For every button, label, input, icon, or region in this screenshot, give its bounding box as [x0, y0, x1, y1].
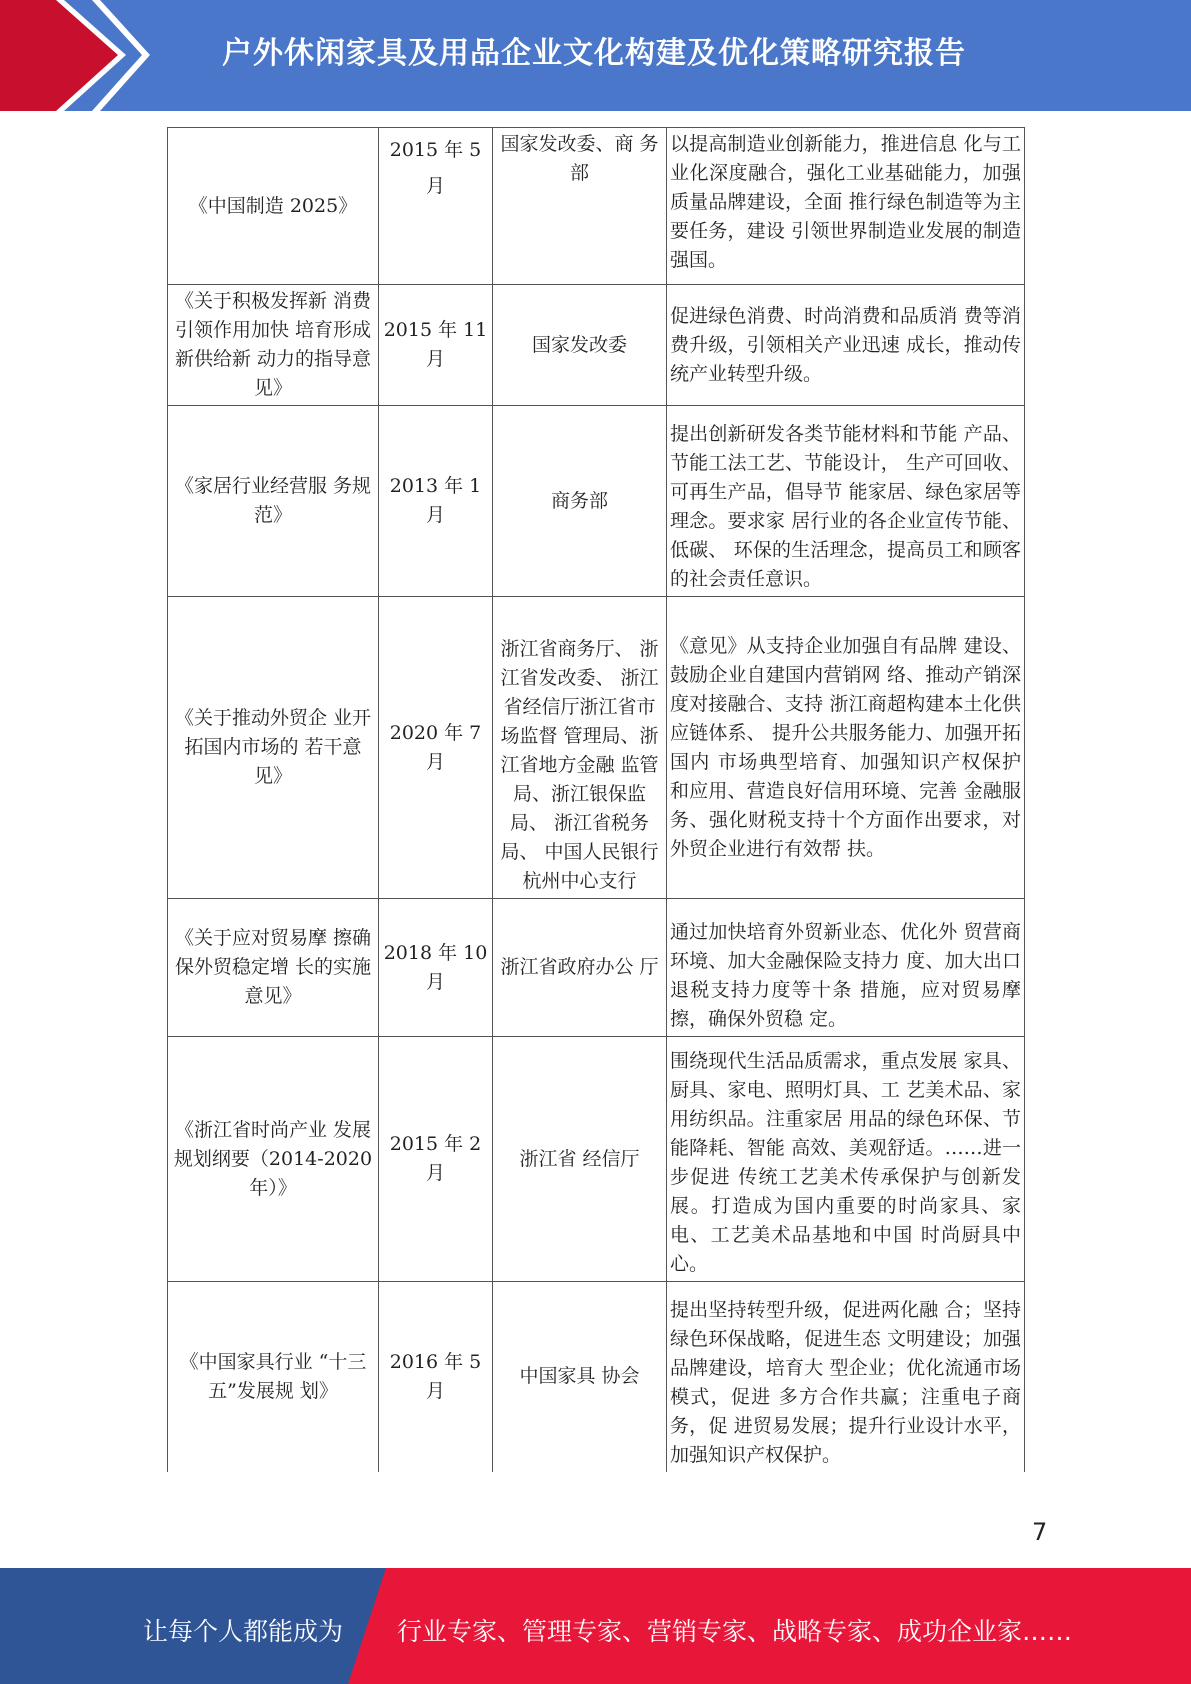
policy-content: 提出创新研发各类节能材料和节能 产品、节能工法工艺、节能设计， 生产可回收、可再生产品，倡导节 能家居、绿色家居等理念。要求家 居行业的各企业宣传节能、低碳、 环保的生活理念，提高员工和顾客 的社会责任意识。 [667, 406, 1025, 597]
page-footer [0, 1568, 1191, 1684]
header-arrow-icon [0, 0, 160, 111]
policy-issuer: 浙江省政府办公 厅 [493, 899, 667, 1037]
policy-date: 2015 年 5 月 [379, 128, 493, 285]
page-header [0, 0, 1191, 111]
policy-content: 提出坚持转型升级，促进两化融 合；坚持绿色环保战略，促进生态 文明建设；加强品牌建设，培育大 型企业；优化流通市场模式，促进 多方合作共赢；注重电子商务，促 进贸易发展；提升行业设计水平， 加强知识产权保护。 [667, 1282, 1025, 1472]
footer-right-text: 行业专家、管理专家、营销专家、战略专家、成功企业家…… [397, 1617, 1073, 1646]
policy-content: 《意见》从支持企业加强自有品牌 建设、鼓励企业自建国内营销网 络、推动产销深度对接融合、支持 浙江商超构建本土化供应链体系、 提升公共服务能力、加强开拓国内 市场典型培育、加强知识产权保护 和应用、营造良好信用环境、完善 金融服务、强化财税支持十个方面作出要求，对外贸企业进行有效帮 扶。 [667, 597, 1025, 899]
policy-name: 《关于推动外贸企 业开拓国内市场的 若干意见》 [168, 597, 379, 899]
policy-issuer: 中国家具 协会 [493, 1282, 667, 1472]
page-number: 7 [1032, 1518, 1048, 1546]
table-row [168, 899, 1025, 1037]
policy-date: 2013 年 1 月 [379, 406, 493, 597]
policy-content: 促进绿色消费、时尚消费和品质消 费等消费升级，引领相关产业迅速 成长，推动传统产业转型升级。 [667, 285, 1025, 406]
table-row [168, 285, 1025, 406]
table-row [168, 128, 1025, 285]
policy-name: 《关于积极发挥新 消费引领作用加快 培育形成新供给新 动力的指导意见》 [168, 285, 379, 406]
policy-name: 《关于应对贸易摩 擦确保外贸稳定增 长的实施意见》 [168, 899, 379, 1037]
footer-left-text: 让每个人都能成为 [143, 1617, 344, 1646]
policy-issuer: 浙江省商务厅、 浙江省发改委、 浙江省经信厅浙江省市场监督 管理局、浙江省地方金融 监管局、浙江银保监局、 浙江省税务局、 中国人民银行杭州中心支行 [493, 597, 667, 899]
policy-name: 《家居行业经营服 务规范》 [168, 406, 379, 597]
policy-issuer: 国家发改委 [493, 285, 667, 406]
policy-name: 《中国家具行业 “十三五”发展规 划》 [168, 1282, 379, 1472]
policy-name: 《中国制造 2025》 [168, 128, 379, 285]
header-title: 户外休闲家具及用品企业文化构建及优化策略研究报告 [222, 36, 966, 71]
policy-issuer: 国家发改委、商 务部 [493, 128, 667, 285]
table-row [168, 1282, 1025, 1472]
table-row [168, 1037, 1025, 1282]
policy-date: 2016 年 5 月 [379, 1282, 493, 1472]
policy-content: 以提高制造业创新能力，推进信息 化与工业化深度融合，强化工业基础能力，加强质量品牌建设，全面 推行绿色制造等为主要任务，建设 引领世界制造业发展的制造强国。 [667, 128, 1025, 285]
policy-content: 通过加快培育外贸新业态、优化外 贸营商环境、加大金融保险支持力 度、加大出口退税支持力度等十条 措施，应对贸易摩擦，确保外贸稳 定。 [667, 899, 1025, 1037]
policy-date: 2018 年 10 月 [379, 899, 493, 1037]
policy-date: 2015 年 11 月 [379, 285, 493, 406]
policy-table [167, 127, 1025, 1472]
policy-name: 《浙江省时尚产业 发展规划纲要（2014-2020 年）》 [168, 1037, 379, 1282]
policy-date: 2015 年 2 月 [379, 1037, 493, 1282]
table-row [168, 406, 1025, 597]
policy-issuer: 商务部 [493, 406, 667, 597]
policy-date: 2020 年 7 月 [379, 597, 493, 899]
table-row [168, 597, 1025, 899]
policy-content: 围绕现代生活品质需求，重点发展 家具、厨具、家电、照明灯具、工 艺美术品、家用纺织品。注重家居 用品的绿色环保、节能降耗、智能 高效、美观舒适。……进一步促进 传统工艺美术传承保护与创新发 展。打造成为国内重要的时尚家具、家电、工艺美术品基地和中国 时尚厨具中心。 [667, 1037, 1025, 1282]
policy-issuer: 浙江省 经信厅 [493, 1037, 667, 1282]
